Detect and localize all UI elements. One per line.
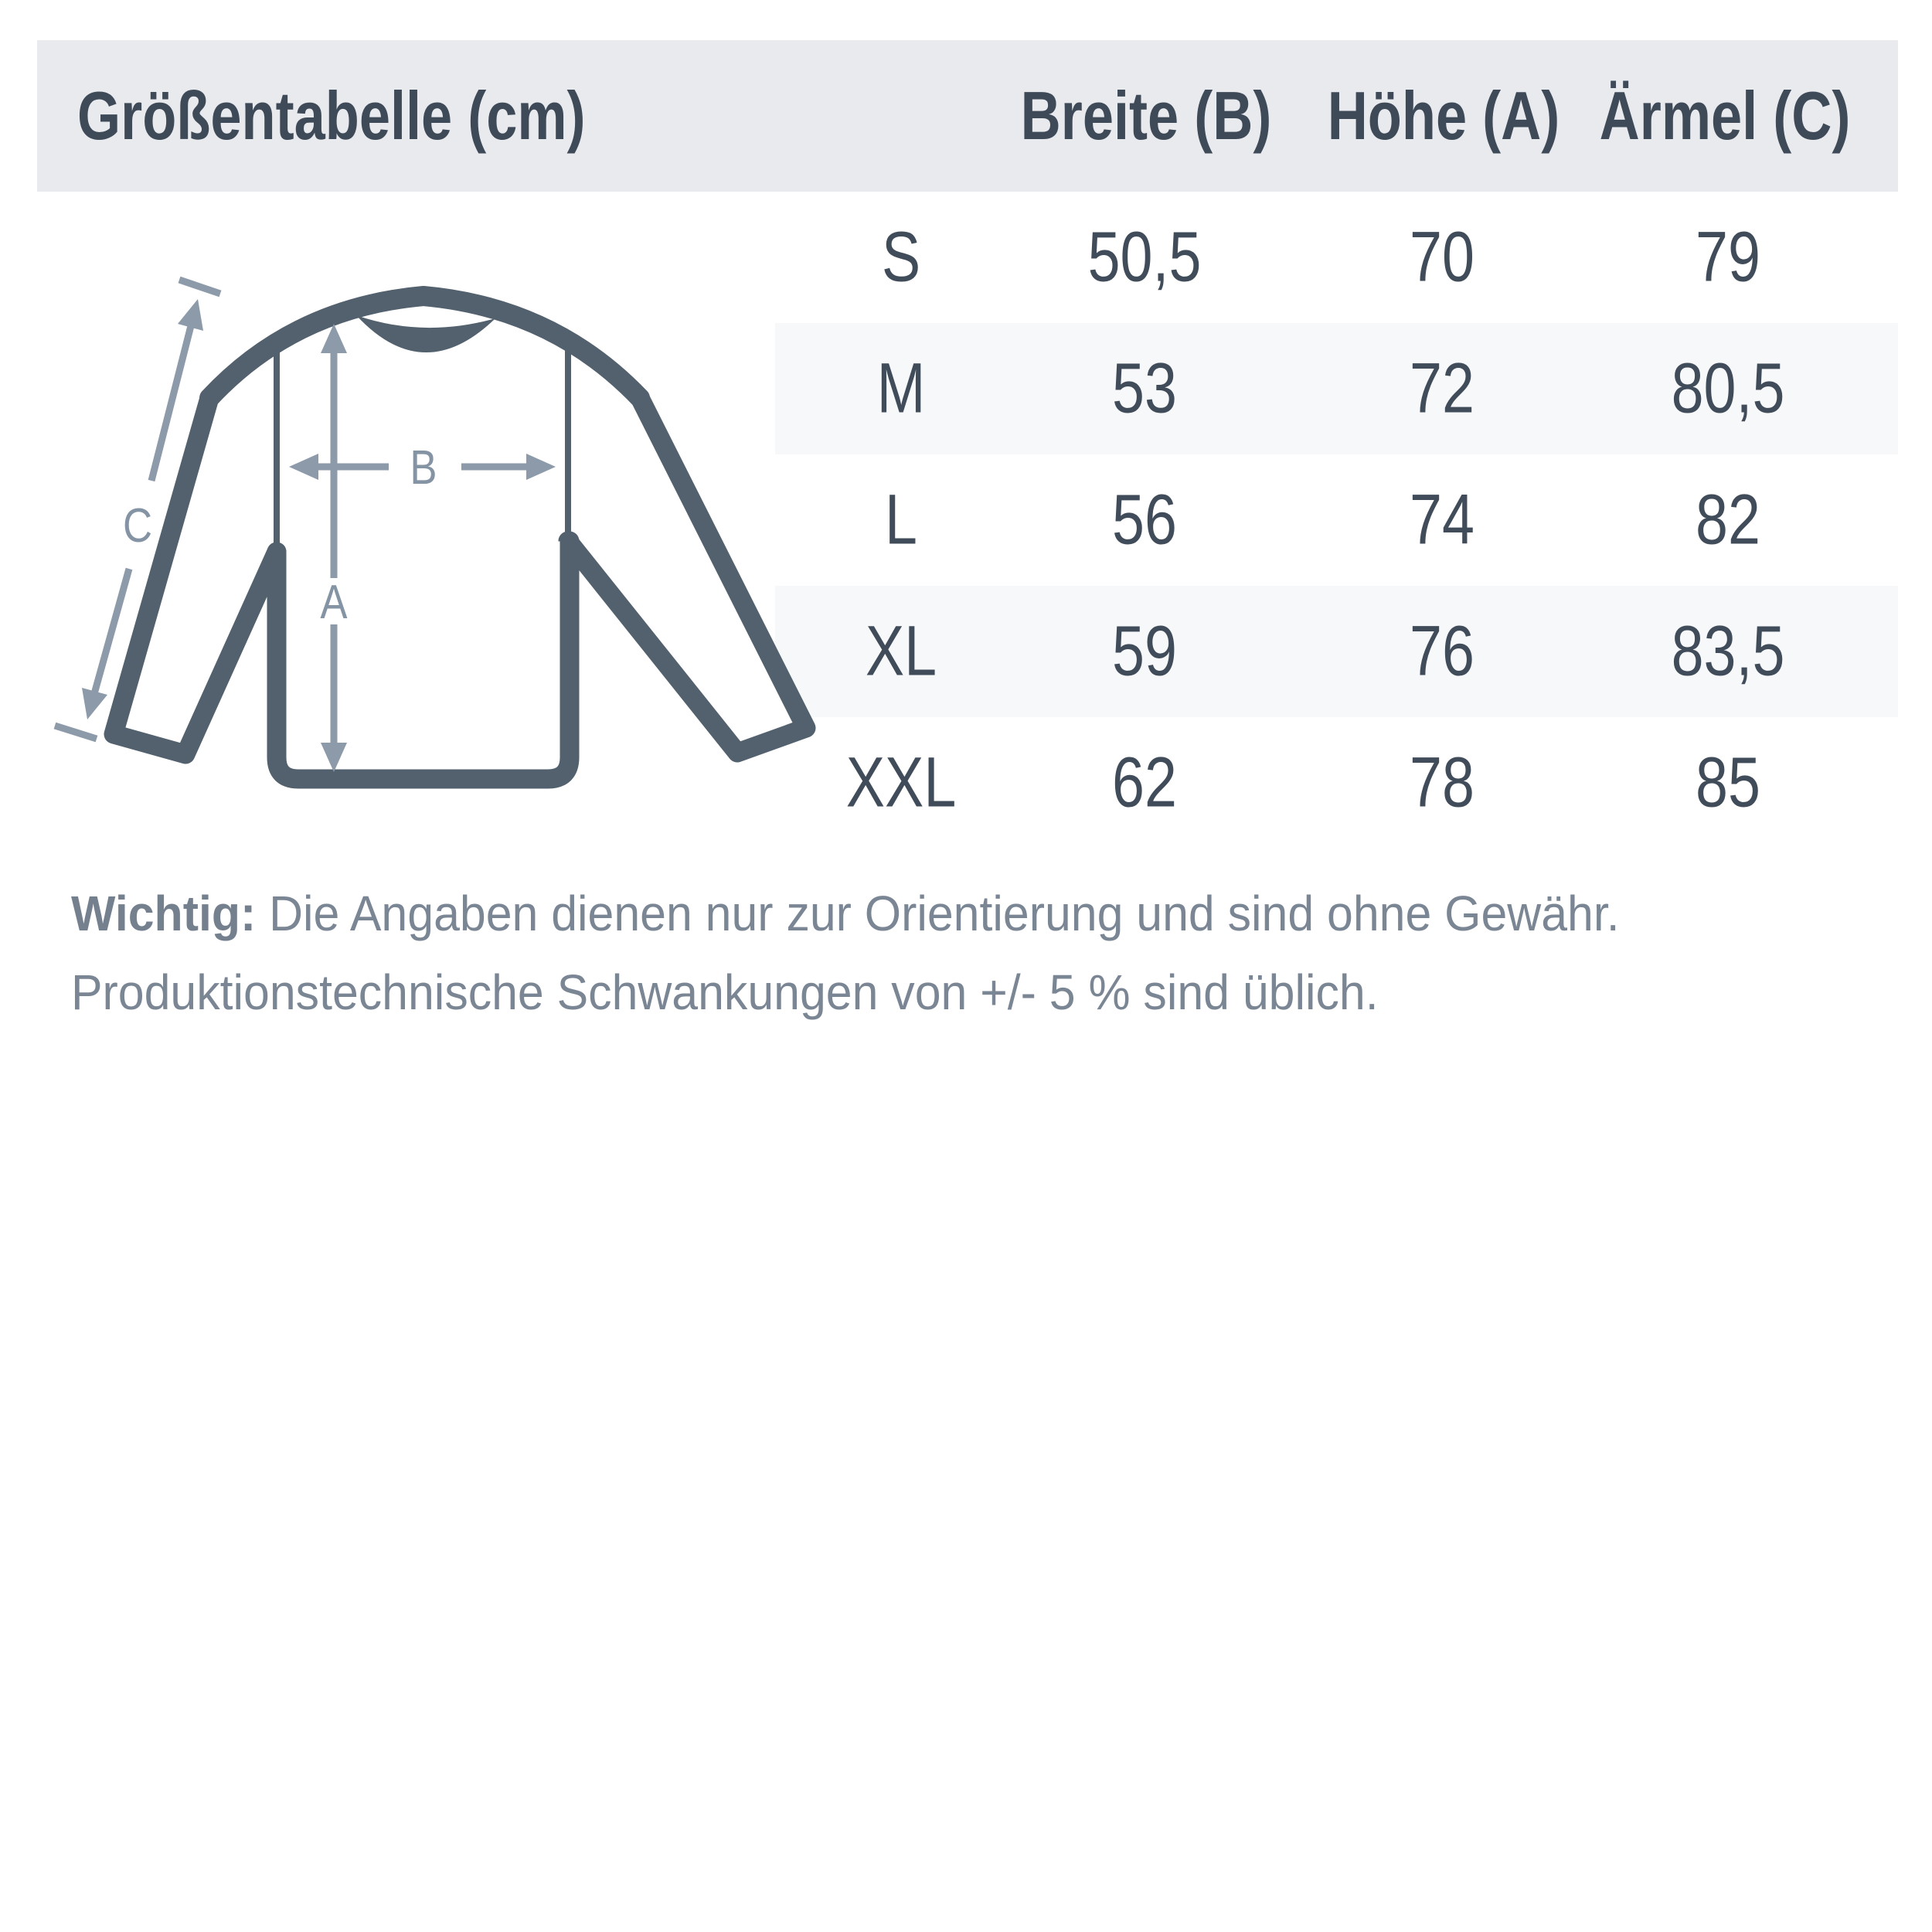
value-breite: 50,5: [1087, 217, 1202, 297]
arrowhead-b-right: [526, 454, 556, 480]
arrowhead-b-left: [289, 454, 318, 480]
dimension-c-top-tick: [179, 280, 220, 294]
neck-opening: [356, 315, 495, 352]
longsleeve-shirt-drawing: [39, 216, 889, 866]
value-aermel: 82: [1696, 480, 1760, 560]
value-hoehe: 74: [1410, 480, 1475, 560]
column-header-breite: Breite (B): [1020, 77, 1272, 154]
value-hoehe: 78: [1410, 743, 1475, 822]
value-breite: 53: [1112, 349, 1177, 428]
value-breite: 59: [1112, 611, 1177, 691]
disclaimer-line-2: Produktionstechnische Schwankungen von +/- 5 % sind üblich.: [71, 964, 1379, 1020]
disclaimer-note: [71, 874, 1872, 1032]
dimension-label-b: B: [410, 441, 437, 495]
size-label: XXL: [845, 743, 957, 822]
dimension-c-bottom-tick: [55, 726, 97, 739]
value-hoehe: 72: [1410, 349, 1475, 428]
arrowhead-c-bottom: [82, 688, 107, 719]
garment-measurement-diagram: [39, 216, 889, 866]
table-header-bar: [37, 40, 1898, 192]
value-hoehe: 70: [1410, 217, 1475, 297]
size-label: L: [885, 480, 917, 560]
value-aermel: 85: [1696, 743, 1760, 822]
value-aermel: 79: [1696, 217, 1760, 297]
column-header-hoehe: Höhe (A): [1327, 77, 1560, 154]
size-label: XL: [865, 611, 937, 691]
value-aermel: 80,5: [1671, 349, 1785, 428]
disclaimer-bold-prefix: Wichtig:: [71, 886, 257, 941]
dimension-label-a: A: [320, 576, 348, 630]
disclaimer-line-1: Wichtig: Die Angaben dienen nur zur Orientierung und sind ohne Gewähr.: [71, 886, 1620, 941]
arrowhead-c-top: [178, 299, 203, 331]
value-breite: 62: [1112, 743, 1177, 822]
column-header-aermel: Ärmel (C): [1599, 77, 1851, 154]
size-label: M: [876, 349, 926, 428]
dimension-label-c: C: [122, 499, 153, 553]
value-aermel: 83,5: [1671, 611, 1785, 691]
value-hoehe: 76: [1410, 611, 1475, 691]
page-title: Größentabelle (cm): [77, 77, 586, 154]
value-breite: 56: [1112, 480, 1177, 560]
size-label: S: [881, 217, 921, 297]
